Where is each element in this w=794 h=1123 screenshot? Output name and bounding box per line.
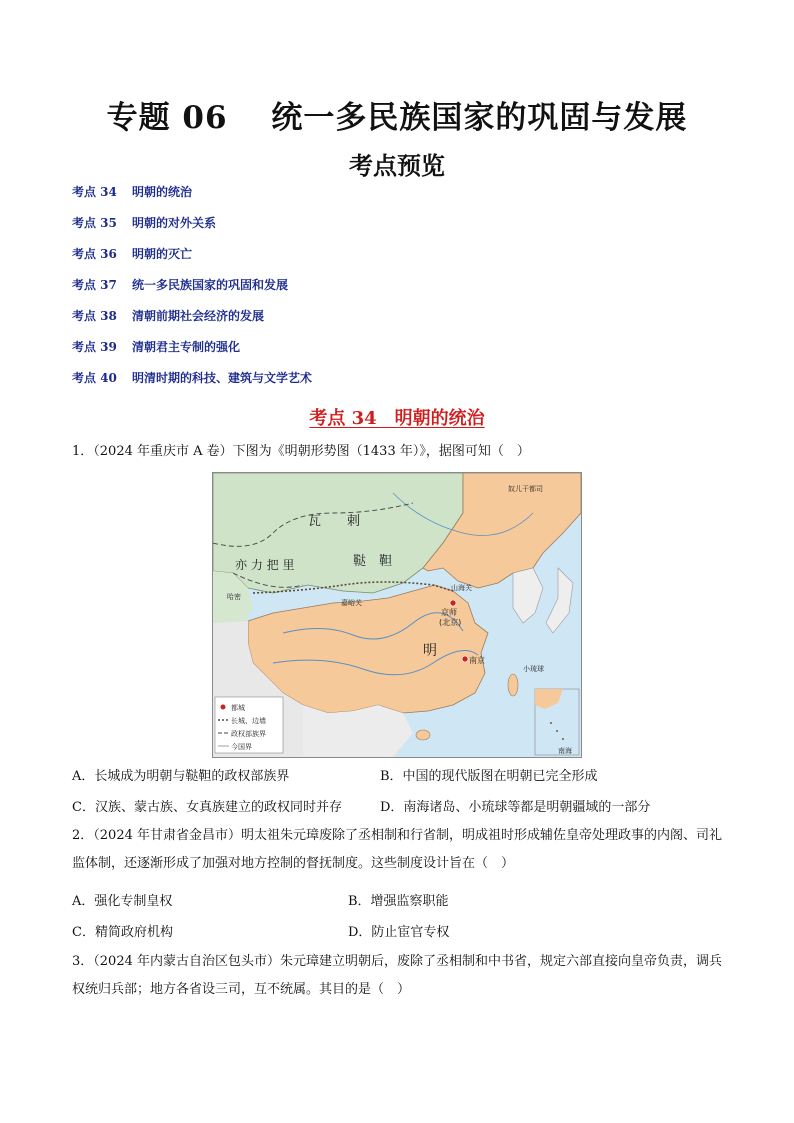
question-2-stem: 2．（2024 年甘肃省金昌市）明太祖朱元璋废除了丞相制和行省制，明成祖时形成辅佐皇帝处理政事的内阁、司礼监体制，还逐渐形成了加强对地方控制的督抚制度。这些制度设计旨在（ ） bbox=[72, 828, 722, 871]
toc-label: 清朝前期社会经济的发展 bbox=[132, 309, 265, 323]
toc-label: 明朝的灭亡 bbox=[132, 247, 193, 261]
toc-number: 考点 38 bbox=[72, 309, 117, 323]
map-capital-nanjing bbox=[462, 656, 468, 662]
map-label-jiayuguan: 嘉峪关 bbox=[341, 599, 362, 607]
map-label-dada: 鞑 靼 bbox=[353, 554, 393, 569]
question-1-stem: 1．（2024 年重庆市 A 卷）下图为《明朝形势图（1433 年）》，据图可知（ ） bbox=[72, 444, 530, 459]
map-label-hami: 哈密 bbox=[227, 593, 241, 601]
map-label-yilibali: 亦 力 把 里 bbox=[235, 558, 295, 572]
page-title: 专题 06 统一多民族国家的巩固与发展 bbox=[106, 100, 688, 136]
map-japan bbox=[546, 568, 573, 633]
legend-capital-icon bbox=[221, 705, 226, 710]
map-label-beijing: (北京) bbox=[439, 618, 462, 627]
legend-item-wall: 长城、边墙 bbox=[231, 717, 266, 725]
toc-number: 考点 36 bbox=[72, 247, 117, 261]
toc-item[interactable] bbox=[72, 246, 312, 277]
map-label-xiaoliuqiu: 小琉球 bbox=[523, 665, 544, 673]
legend-item-border: 今国界 bbox=[231, 743, 252, 751]
toc-number: 考点 35 bbox=[72, 216, 117, 230]
question-2-option-b[interactable]: B．增强监察职能 bbox=[348, 894, 449, 909]
question-2-option-c[interactable]: C．精简政府机构 bbox=[72, 925, 173, 940]
toc-number: 考点 40 bbox=[72, 371, 117, 385]
section-heading bbox=[0, 404, 794, 430]
question-1-option-d[interactable]: D．南海诸岛、小琉球等都是明朝疆域的一部分 bbox=[380, 800, 651, 815]
map-capital-beijing bbox=[450, 600, 456, 606]
map-korea bbox=[513, 568, 543, 623]
question-1-option-b[interactable]: B．中国的现代版图在明朝已完全形成 bbox=[380, 769, 598, 784]
toc-label: 明清时期的科技、建筑与文学艺术 bbox=[132, 371, 313, 385]
toc-item[interactable] bbox=[72, 339, 312, 370]
toc-label: 明朝的对外关系 bbox=[132, 216, 217, 230]
map-label-shanhaiguan: 山海关 bbox=[451, 584, 472, 592]
legend-item-capital: 都城 bbox=[231, 704, 245, 712]
map-hainan bbox=[416, 730, 430, 740]
toc-label: 清朝君主专制的强化 bbox=[132, 340, 241, 354]
map-label-jingshi: 京师 bbox=[441, 608, 457, 617]
toc-number: 考点 39 bbox=[72, 340, 117, 354]
map-region-south bbox=[303, 705, 413, 757]
toc-list bbox=[72, 184, 312, 401]
toc-item[interactable] bbox=[72, 215, 312, 246]
map-label-nuergan: 奴儿干都司 bbox=[508, 485, 543, 493]
toc-item[interactable] bbox=[72, 308, 312, 339]
map-inset-label: 南海 bbox=[558, 747, 572, 755]
toc-item[interactable] bbox=[72, 277, 312, 308]
legend-item-boundary: 政权部族界 bbox=[231, 730, 266, 738]
toc-item[interactable] bbox=[72, 184, 312, 215]
question-3-stem: 3．（2024 年内蒙古自治区包头市）朱元璋建立明朝后，废除了丞相制和中书省，规定六部直接向皇帝负责，调兵权统归兵部；地方各省设三司，互不统属。其目的是（ ） bbox=[72, 954, 722, 997]
map-label-ming: 明 bbox=[423, 643, 437, 659]
page-subtitle: 考点预览 bbox=[349, 151, 445, 180]
question-2-option-a[interactable]: A．强化专制皇权 bbox=[72, 894, 173, 909]
section-title: 考点 34 明朝的统治 bbox=[309, 408, 485, 429]
map-taiwan bbox=[508, 674, 518, 696]
toc-item[interactable] bbox=[72, 370, 312, 401]
question-2-option-d[interactable]: D．防止宦官专权 bbox=[348, 925, 450, 940]
question-1-option-a[interactable]: A．长城成为明朝与鞑靼的政权部族界 bbox=[72, 769, 290, 784]
map-label-wala: 瓦 剌 bbox=[308, 514, 361, 529]
toc-label: 统一多民族国家的巩固和发展 bbox=[132, 278, 289, 292]
ming-map-image bbox=[212, 472, 582, 758]
map-region-north bbox=[213, 473, 463, 593]
question-1-option-c[interactable]: C．汉族、蒙古族、女真族建立的政权同时并存 bbox=[72, 800, 342, 815]
toc-number: 考点 37 bbox=[72, 278, 117, 292]
toc-number: 考点 34 bbox=[72, 185, 117, 199]
toc-label: 明朝的统治 bbox=[132, 185, 193, 199]
map-label-nanjing: 南京 bbox=[469, 656, 485, 665]
